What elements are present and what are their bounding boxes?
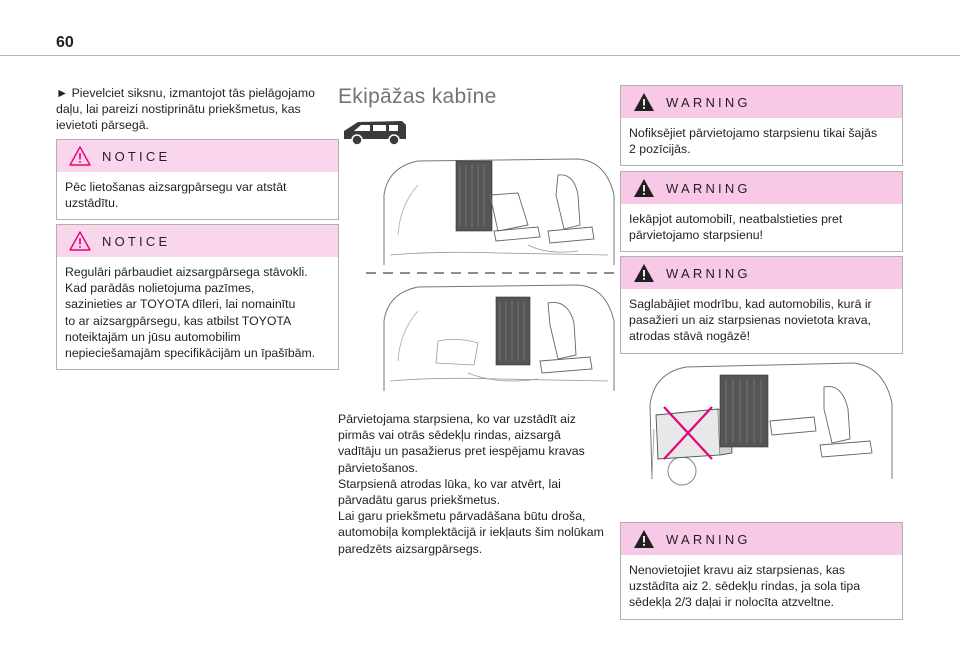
notice-label: NOTICE <box>102 149 171 164</box>
warning-header <box>621 257 902 289</box>
dashed-separator <box>366 271 616 275</box>
page-number: 60 <box>56 34 74 51</box>
warning-box-2 <box>620 171 903 252</box>
section-title: Ekipāžas kabīne <box>338 85 497 108</box>
warning-label: WARNING <box>666 181 751 196</box>
warning-box-3 <box>620 256 903 354</box>
warning-box-4 <box>620 522 903 620</box>
notice-header <box>57 140 338 172</box>
warning-header <box>621 86 902 118</box>
cabin-description: Pārvietojama starpsiena, ko var uzstādīt aiz pirmās vai otrās sēdekļu rindas, aizsargā vadītāju un pasažierus pret iespējamu kravas pārvietošanos. Starpsienā atrodas lūka, ko var atvērt, lai pārvadātu garus priekšmetus. Lai garu priekšmetu pārvadāšana būtu droša, automobiļa komplektācijā ir iekļauts šim nolūkam paredzēts aizsargpārsegs. <box>338 412 604 556</box>
notice-box-1 <box>56 139 339 220</box>
column-middle <box>338 85 623 565</box>
cabin-illustration-second-row <box>378 155 618 270</box>
column-left <box>56 85 341 361</box>
intro-text: ► Pievelciet siksnu, izmantojot tās pielāgojamo daļu, lai pareizi nostiprinātu priekšmetus, kas ievietoti pārsegā. <box>56 86 315 133</box>
warning-triangle-icon <box>69 146 91 166</box>
warning-triangle-icon <box>633 178 655 198</box>
warning-text: Saglabājiet modrību, kad automobilis, kurā ir pasažieri un aiz starpsienas novietota krava, atrodas stāvā nogāzē! <box>629 297 872 344</box>
warning-label: WARNING <box>666 95 751 110</box>
warning-text: Iekāpjot automobilī, neatbalstieties pret pārvietojamo starpsienu! <box>629 212 843 243</box>
van-icon <box>340 117 410 147</box>
notice-header <box>57 225 338 257</box>
cabin-illustration-first-row <box>378 281 618 399</box>
header-rule <box>0 55 960 56</box>
warning-label: WARNING <box>666 532 751 547</box>
notice-text: Regulāri pārbaudiet aizsargpārsega stāvokli. Kad parādās nolietojuma pazīmes, sazinieties ar TOYOTA dīleri, lai nomainītu to ar aizsargpārsegu, kas atbilst TOYOTA noteiktajām un jūsu automobilim nepieciešamajām specifikācijām un īpašībām. <box>65 265 316 361</box>
prohibited-load-illustration <box>634 359 896 487</box>
warning-label: WARNING <box>666 266 751 281</box>
warning-triangle-icon <box>633 263 655 283</box>
warning-text: Nenovietojiet kravu aiz starpsienas, kas uzstādīta aiz 2. sēdekļu rindas, ja sola tipa sēdekļa 2/3 daļai ir nolocīta atzveltne. <box>629 563 861 610</box>
warning-text: Nofiksējiet pārvietojamo starpsienu tikai šajās 2 pozīcijās. <box>629 126 878 157</box>
warning-triangle-icon <box>633 529 655 549</box>
notice-text: Pēc lietošanas aizsargpārsegu var atstāt uzstādītu. <box>65 180 287 211</box>
warning-box-1 <box>620 85 903 166</box>
notice-label: NOTICE <box>102 234 171 249</box>
warning-triangle-icon <box>69 231 91 251</box>
warning-header <box>621 172 902 204</box>
warning-header <box>621 523 902 555</box>
notice-box-2 <box>56 224 339 370</box>
warning-triangle-icon <box>633 92 655 112</box>
